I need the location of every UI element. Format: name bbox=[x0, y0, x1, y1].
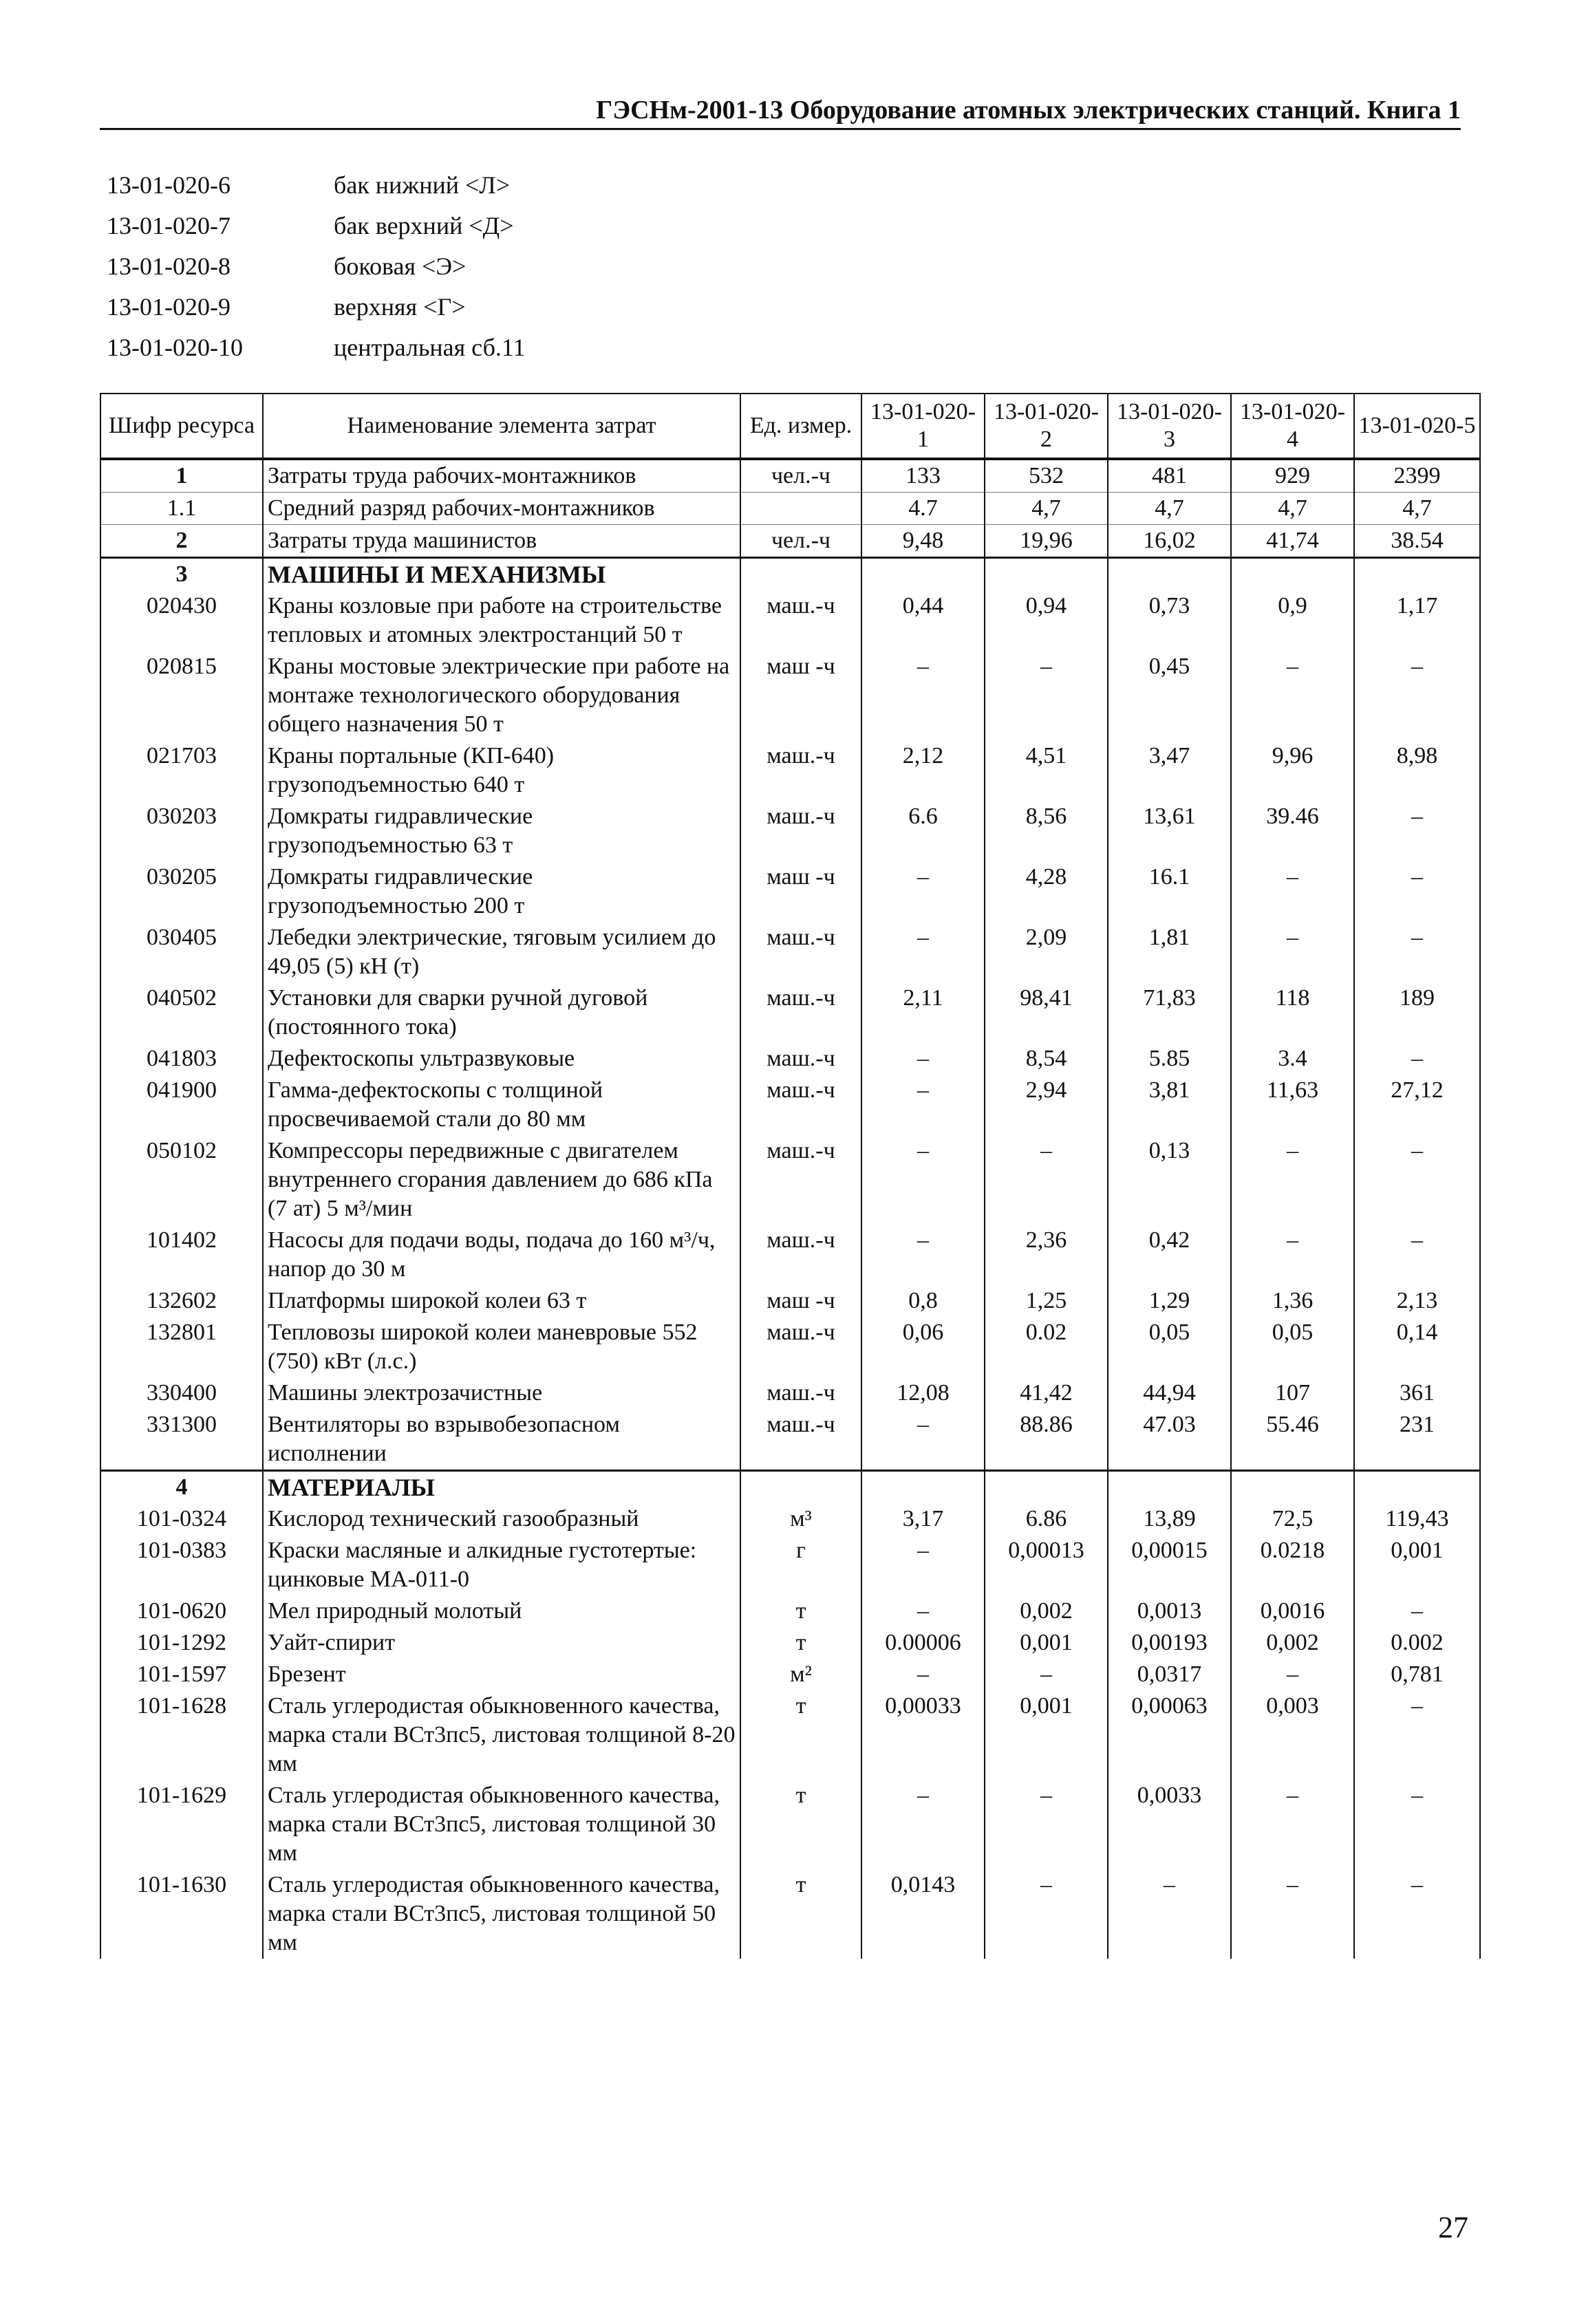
resource-code: 101-1628 bbox=[100, 1690, 263, 1780]
resource-name: Дефектоскопы ультразвуковые bbox=[263, 1043, 740, 1075]
resource-unit: маш.-ч bbox=[740, 922, 861, 982]
intro-item bbox=[107, 206, 526, 246]
intro-item bbox=[107, 327, 526, 368]
resource-unit: маш.-ч bbox=[740, 1225, 861, 1285]
table-row bbox=[100, 1317, 1480, 1377]
intro-text: бак нижний <Л> bbox=[334, 171, 511, 199]
resource-name: МАШИНЫ И МЕХАНИЗМЫ bbox=[263, 558, 740, 591]
resource-value: 0.02 bbox=[985, 1317, 1108, 1377]
resource-value: 133 bbox=[861, 459, 985, 493]
resource-value bbox=[861, 558, 985, 591]
resource-value: 3,81 bbox=[1108, 1075, 1231, 1135]
resource-value: 929 bbox=[1231, 459, 1354, 493]
resource-value: 13,89 bbox=[1108, 1503, 1231, 1535]
resource-code: 4 bbox=[100, 1471, 263, 1504]
table-row bbox=[100, 1535, 1480, 1595]
resource-unit: маш -ч bbox=[740, 651, 861, 740]
intro-text: бак верхний <Д> bbox=[334, 212, 514, 239]
resource-unit: маш.-ч bbox=[740, 1377, 861, 1409]
resource-name: Насосы для подачи воды, подача до 160 м³/ч, напор до 30 м bbox=[263, 1225, 740, 1285]
resource-unit: маш.-ч bbox=[740, 1135, 861, 1225]
resource-code: 101-0324 bbox=[100, 1503, 263, 1535]
resource-value: 0,001 bbox=[985, 1690, 1108, 1780]
resource-unit: т bbox=[740, 1627, 861, 1659]
intro-item bbox=[107, 165, 526, 206]
resource-value: – bbox=[861, 1595, 985, 1627]
resource-name: Затраты труда рабочих-монтажников bbox=[263, 459, 740, 493]
resource-value bbox=[1108, 558, 1231, 591]
resource-name: Краны козловые при работе на строительстве тепловых и атомных электростанций 50 т bbox=[263, 590, 740, 651]
resource-value: 72,5 bbox=[1231, 1503, 1354, 1535]
resource-name: Сталь углеродистая обыкновенного качества, марка стали ВСт3пс5, листовая толщиной 50 мм bbox=[263, 1869, 740, 1959]
resource-code: 101-1630 bbox=[100, 1869, 263, 1959]
resource-value: 0,781 bbox=[1354, 1659, 1480, 1690]
resource-value: 1,25 bbox=[985, 1285, 1108, 1317]
resource-value: – bbox=[1354, 922, 1480, 982]
resource-value: 0,44 bbox=[861, 590, 985, 651]
resource-name: Гамма-дефектоскопы с толщиной просвечиваемой стали до 80 мм bbox=[263, 1075, 740, 1135]
intro-code: 13-01-020-10 bbox=[107, 334, 243, 361]
resource-value: 2,11 bbox=[861, 982, 985, 1043]
resource-code: 101-1597 bbox=[100, 1659, 263, 1690]
resource-code: 030203 bbox=[100, 801, 263, 861]
resource-value: 3.4 bbox=[1231, 1043, 1354, 1075]
resource-unit: маш -ч bbox=[740, 1285, 861, 1317]
resource-value: 0,06 bbox=[861, 1317, 985, 1377]
resource-value: 13,61 bbox=[1108, 801, 1231, 861]
resource-value: 19,96 bbox=[985, 525, 1108, 558]
resource-value: – bbox=[1108, 1869, 1231, 1959]
intro-text: боковая <Э> bbox=[334, 252, 467, 280]
intro-code: 13-01-020-7 bbox=[107, 212, 231, 239]
resource-value: 2,09 bbox=[985, 922, 1108, 982]
resource-value bbox=[985, 1471, 1108, 1504]
resource-value: 0,8 bbox=[861, 1285, 985, 1317]
resource-value: – bbox=[1231, 1869, 1354, 1959]
resource-value: 12,08 bbox=[861, 1377, 985, 1409]
resource-value: – bbox=[861, 1075, 985, 1135]
header-col-2: 13-01-020-2 bbox=[985, 394, 1108, 459]
table-row bbox=[100, 590, 1480, 651]
header-col-1: 13-01-020-1 bbox=[861, 394, 985, 459]
table-row bbox=[100, 1075, 1480, 1135]
header-code: Шифр ресурса bbox=[100, 394, 263, 459]
resource-value: 11,63 bbox=[1231, 1075, 1354, 1135]
resource-name: Лебедки электрические, тяговым усилием до 49,05 (5) кН (т) bbox=[263, 922, 740, 982]
resource-value: 3,47 bbox=[1108, 740, 1231, 801]
resource-value: 4.7 bbox=[861, 493, 985, 525]
table-section-row bbox=[100, 558, 1480, 591]
resource-value: 88.86 bbox=[985, 1409, 1108, 1471]
resource-value: – bbox=[1231, 1225, 1354, 1285]
resource-value: – bbox=[861, 1659, 985, 1690]
resource-name: Домкраты гидравлические грузоподъемностью 200 т bbox=[263, 861, 740, 922]
resource-code: 020430 bbox=[100, 590, 263, 651]
resource-value: 1,17 bbox=[1354, 590, 1480, 651]
resource-value: 0,0033 bbox=[1108, 1780, 1231, 1869]
intro-text: центральная сб.11 bbox=[334, 334, 526, 361]
resource-value: – bbox=[1354, 1780, 1480, 1869]
resource-value: 4,51 bbox=[985, 740, 1108, 801]
resource-value: – bbox=[1354, 1690, 1480, 1780]
resource-value: 41,42 bbox=[985, 1377, 1108, 1409]
resource-value: – bbox=[985, 1780, 1108, 1869]
resource-value bbox=[985, 558, 1108, 591]
resource-code: 132602 bbox=[100, 1285, 263, 1317]
resource-value: – bbox=[1354, 1869, 1480, 1959]
resource-value: 0,0013 bbox=[1108, 1595, 1231, 1627]
resource-value: 0,05 bbox=[1231, 1317, 1354, 1377]
resource-value: – bbox=[1354, 801, 1480, 861]
resource-value: 16,02 bbox=[1108, 525, 1231, 558]
resource-code: 041900 bbox=[100, 1075, 263, 1135]
resource-value: 0,0016 bbox=[1231, 1595, 1354, 1627]
table-row bbox=[100, 1780, 1480, 1869]
resource-name: Брезент bbox=[263, 1659, 740, 1690]
resource-value: 189 bbox=[1354, 982, 1480, 1043]
resource-name: Сталь углеродистая обыкновенного качества, марка стали ВСт3пс5, листовая толщиной 8-20 мм bbox=[263, 1690, 740, 1780]
resource-unit: маш.-ч bbox=[740, 740, 861, 801]
resource-value: – bbox=[1354, 1135, 1480, 1225]
resource-value: – bbox=[1354, 1595, 1480, 1627]
resource-value: 16.1 bbox=[1108, 861, 1231, 922]
resource-name: Вентиляторы во взрывобезопасном исполнении bbox=[263, 1409, 740, 1471]
intro-list bbox=[107, 165, 526, 368]
resource-code: 331300 bbox=[100, 1409, 263, 1471]
resource-value: 231 bbox=[1354, 1409, 1480, 1471]
resource-value bbox=[861, 1471, 985, 1504]
header-name: Наименование элемента затрат bbox=[263, 394, 740, 459]
table-row bbox=[100, 1627, 1480, 1659]
resource-unit: маш.-ч bbox=[740, 1075, 861, 1135]
resource-unit: г bbox=[740, 1535, 861, 1595]
table-row bbox=[100, 1135, 1480, 1225]
resource-value: 0,00015 bbox=[1108, 1535, 1231, 1595]
resource-value: 71,83 bbox=[1108, 982, 1231, 1043]
resource-value: 2399 bbox=[1354, 459, 1480, 493]
resource-value bbox=[1354, 558, 1480, 591]
resource-value: 8,54 bbox=[985, 1043, 1108, 1075]
resource-value: – bbox=[1231, 1659, 1354, 1690]
resource-value: – bbox=[1231, 651, 1354, 740]
intro-text: верхняя <Г> bbox=[334, 293, 466, 321]
resource-value: – bbox=[861, 1535, 985, 1595]
resource-value: 0.002 bbox=[1354, 1627, 1480, 1659]
resource-name: Уайт-спирит bbox=[263, 1627, 740, 1659]
table-row bbox=[100, 1377, 1480, 1409]
resource-value: 0,05 bbox=[1108, 1317, 1231, 1377]
resource-value: 2,36 bbox=[985, 1225, 1108, 1285]
resource-unit: маш.-ч bbox=[740, 1043, 861, 1075]
resource-name: МАТЕРИАЛЫ bbox=[263, 1471, 740, 1504]
resource-value: – bbox=[861, 861, 985, 922]
resource-value: 41,74 bbox=[1231, 525, 1354, 558]
resource-code: 030205 bbox=[100, 861, 263, 922]
resource-value: 0,0143 bbox=[861, 1869, 985, 1959]
resource-unit bbox=[740, 493, 861, 525]
resource-value: 361 bbox=[1354, 1377, 1480, 1409]
table-body bbox=[100, 459, 1480, 1959]
resource-code: 101-1292 bbox=[100, 1627, 263, 1659]
resource-value: 0,00013 bbox=[985, 1535, 1108, 1595]
resource-value: 0,42 bbox=[1108, 1225, 1231, 1285]
resource-value: 0,00033 bbox=[861, 1690, 985, 1780]
table-row bbox=[100, 740, 1480, 801]
resource-code: 020815 bbox=[100, 651, 263, 740]
resource-value: – bbox=[985, 651, 1108, 740]
resource-name: Краски масляные и алкидные густотертые: цинковые МА-011-0 bbox=[263, 1535, 740, 1595]
resource-unit: маш.-ч bbox=[740, 1317, 861, 1377]
resource-name: Кислород технический газообразный bbox=[263, 1503, 740, 1535]
resource-code: 101402 bbox=[100, 1225, 263, 1285]
resource-value: – bbox=[861, 922, 985, 982]
resource-value: 1,36 bbox=[1231, 1285, 1354, 1317]
resource-code: 1 bbox=[100, 459, 263, 493]
resource-table bbox=[100, 393, 1481, 1959]
resource-value: 6.86 bbox=[985, 1503, 1108, 1535]
table-row bbox=[100, 1409, 1480, 1471]
resource-unit: маш.-ч bbox=[740, 982, 861, 1043]
resource-code: 101-1629 bbox=[100, 1780, 263, 1869]
resource-value: 4,7 bbox=[985, 493, 1108, 525]
table-row bbox=[100, 1869, 1480, 1959]
resource-code: 040502 bbox=[100, 982, 263, 1043]
resource-code: 101-0620 bbox=[100, 1595, 263, 1627]
resource-value: 1,81 bbox=[1108, 922, 1231, 982]
resource-value: 0,00193 bbox=[1108, 1627, 1231, 1659]
resource-value: – bbox=[861, 651, 985, 740]
resource-unit: чел.-ч bbox=[740, 525, 861, 558]
resource-unit: м² bbox=[740, 1659, 861, 1690]
resource-value: 9,96 bbox=[1231, 740, 1354, 801]
resource-value: 532 bbox=[985, 459, 1108, 493]
resource-name: Сталь углеродистая обыкновенного качества, марка стали ВСт3пс5, листовая толщиной 30 мм bbox=[263, 1780, 740, 1869]
resource-value: 27,12 bbox=[1354, 1075, 1480, 1135]
resource-value: 6.6 bbox=[861, 801, 985, 861]
resource-value: – bbox=[985, 1869, 1108, 1959]
resource-value: 0,003 bbox=[1231, 1690, 1354, 1780]
resource-value: – bbox=[1354, 1225, 1480, 1285]
resource-value: – bbox=[985, 1135, 1108, 1225]
resource-value: – bbox=[861, 1409, 985, 1471]
table-row bbox=[100, 861, 1480, 922]
resource-value: 2,12 bbox=[861, 740, 985, 801]
resource-code: 330400 bbox=[100, 1377, 263, 1409]
resource-value: 0,45 bbox=[1108, 651, 1231, 740]
resource-value: – bbox=[861, 1225, 985, 1285]
resource-name: Машины электрозачистные bbox=[263, 1377, 740, 1409]
resource-unit bbox=[740, 558, 861, 591]
resource-unit: маш.-ч bbox=[740, 801, 861, 861]
resource-code: 050102 bbox=[100, 1135, 263, 1225]
resource-name: Средний разряд рабочих-монтажников bbox=[263, 493, 740, 525]
resource-value: – bbox=[861, 1780, 985, 1869]
resource-value: 1,29 bbox=[1108, 1285, 1231, 1317]
table-row bbox=[100, 1659, 1480, 1690]
table-row bbox=[100, 651, 1480, 740]
intro-code: 13-01-020-6 bbox=[107, 171, 231, 199]
resource-name: Мел природный молотый bbox=[263, 1595, 740, 1627]
resource-value: 0.0218 bbox=[1231, 1535, 1354, 1595]
resource-value: 9,48 bbox=[861, 525, 985, 558]
header-col-4: 13-01-020-4 bbox=[1231, 394, 1354, 459]
intro-code: 13-01-020-8 bbox=[107, 252, 231, 280]
resource-value: 5.85 bbox=[1108, 1043, 1231, 1075]
resource-value: – bbox=[1354, 861, 1480, 922]
resource-code: 041803 bbox=[100, 1043, 263, 1075]
resource-value: 4,7 bbox=[1354, 493, 1480, 525]
resource-code: 030405 bbox=[100, 922, 263, 982]
resource-value: 0,13 bbox=[1108, 1135, 1231, 1225]
table-header-row bbox=[100, 394, 1480, 459]
resource-code: 2 bbox=[100, 525, 263, 558]
table-row bbox=[100, 982, 1480, 1043]
resource-code: 021703 bbox=[100, 740, 263, 801]
resource-value: 0,94 bbox=[985, 590, 1108, 651]
resource-value: 0,9 bbox=[1231, 590, 1354, 651]
resource-code: 101-0383 bbox=[100, 1535, 263, 1595]
table-row bbox=[100, 493, 1480, 525]
resource-unit: т bbox=[740, 1780, 861, 1869]
resource-value: 119,43 bbox=[1354, 1503, 1480, 1535]
resource-value bbox=[1354, 1471, 1480, 1504]
table-row bbox=[100, 1503, 1480, 1535]
table-row bbox=[100, 1225, 1480, 1285]
intro-item bbox=[107, 287, 526, 327]
resource-value: – bbox=[1354, 651, 1480, 740]
resource-value: 0,14 bbox=[1354, 1317, 1480, 1377]
table-row bbox=[100, 1285, 1480, 1317]
resource-value: – bbox=[1231, 922, 1354, 982]
resource-value: 44,94 bbox=[1108, 1377, 1231, 1409]
resource-value bbox=[1108, 1471, 1231, 1504]
resource-value: 4,7 bbox=[1231, 493, 1354, 525]
table-row bbox=[100, 1595, 1480, 1627]
resource-name: Затраты труда машинистов bbox=[263, 525, 740, 558]
intro-item bbox=[107, 246, 526, 287]
resource-value: 2,13 bbox=[1354, 1285, 1480, 1317]
intro-code: 13-01-020-9 bbox=[107, 293, 231, 321]
table-row bbox=[100, 801, 1480, 861]
resource-value: 3,17 bbox=[861, 1503, 985, 1535]
resource-value bbox=[1231, 558, 1354, 591]
resource-value: 2,94 bbox=[985, 1075, 1108, 1135]
resource-value: 4,7 bbox=[1108, 493, 1231, 525]
table-row bbox=[100, 922, 1480, 982]
resource-unit: т bbox=[740, 1690, 861, 1780]
resource-value: 0,001 bbox=[985, 1627, 1108, 1659]
resource-name: Установки для сварки ручной дуговой (постоянного тока) bbox=[263, 982, 740, 1043]
resource-value: 39.46 bbox=[1231, 801, 1354, 861]
resource-code: 132801 bbox=[100, 1317, 263, 1377]
resource-name: Платформы широкой колеи 63 т bbox=[263, 1285, 740, 1317]
header-col-5: 13-01-020-5 bbox=[1354, 394, 1480, 459]
resource-value: – bbox=[1231, 1780, 1354, 1869]
page-number: 27 bbox=[1438, 2210, 1468, 2244]
resource-code: 3 bbox=[100, 558, 263, 591]
resource-value: 0,002 bbox=[1231, 1627, 1354, 1659]
table-row bbox=[100, 1690, 1480, 1780]
resource-unit: чел.-ч bbox=[740, 459, 861, 493]
resource-value: – bbox=[861, 1043, 985, 1075]
resource-value: 98,41 bbox=[985, 982, 1108, 1043]
resource-name: Краны портальные (КП-640) грузоподъемностью 640 т bbox=[263, 740, 740, 801]
resource-value: 107 bbox=[1231, 1377, 1354, 1409]
table-row bbox=[100, 525, 1480, 558]
resource-value: 4,28 bbox=[985, 861, 1108, 922]
resource-name: Краны мостовые электрические при работе на монтаже технологического оборудования общего назначения 50 т bbox=[263, 651, 740, 740]
resource-value: 8,56 bbox=[985, 801, 1108, 861]
resource-name: Тепловозы широкой колеи маневровые 552 (750) кВт (л.с.) bbox=[263, 1317, 740, 1377]
resource-value: 0.00006 bbox=[861, 1627, 985, 1659]
resource-value: 0,002 bbox=[985, 1595, 1108, 1627]
resource-code: 1.1 bbox=[100, 493, 263, 525]
resource-value: 47.03 bbox=[1108, 1409, 1231, 1471]
resource-value bbox=[1231, 1471, 1354, 1504]
resource-value: – bbox=[1354, 1043, 1480, 1075]
resource-value: 481 bbox=[1108, 459, 1231, 493]
resource-unit: маш.-ч bbox=[740, 590, 861, 651]
resource-unit: маш.-ч bbox=[740, 1409, 861, 1471]
resource-unit: маш -ч bbox=[740, 861, 861, 922]
table-row bbox=[100, 459, 1480, 493]
page-header: ГЭСНм-2001-13 Оборудование атомных электрических станций. Книга 1 bbox=[100, 95, 1461, 130]
resource-name: Компрессоры передвижные с двигателем внутреннего сгорания давлением до 686 кПа (7 ат) 5 м³/мин bbox=[263, 1135, 740, 1225]
header-unit: Ед. измер. bbox=[740, 394, 861, 459]
resource-value: 38.54 bbox=[1354, 525, 1480, 558]
resource-value: 0,00063 bbox=[1108, 1690, 1231, 1780]
resource-value: 55.46 bbox=[1231, 1409, 1354, 1471]
resource-value: 0,0317 bbox=[1108, 1659, 1231, 1690]
resource-value: – bbox=[1231, 1135, 1354, 1225]
resource-value: – bbox=[861, 1135, 985, 1225]
table-row bbox=[100, 1043, 1480, 1075]
resource-value: 8,98 bbox=[1354, 740, 1480, 801]
resource-unit: т bbox=[740, 1595, 861, 1627]
resource-unit: м³ bbox=[740, 1503, 861, 1535]
resource-value: – bbox=[985, 1659, 1108, 1690]
resource-unit bbox=[740, 1471, 861, 1504]
header-col-3: 13-01-020-3 bbox=[1108, 394, 1231, 459]
resource-value: 0,001 bbox=[1354, 1535, 1480, 1595]
resource-value: – bbox=[1231, 861, 1354, 922]
table-section-row bbox=[100, 1471, 1480, 1504]
resource-name: Домкраты гидравлические грузоподъемностью 63 т bbox=[263, 801, 740, 861]
resource-value: 0,73 bbox=[1108, 590, 1231, 651]
resource-value: 118 bbox=[1231, 982, 1354, 1043]
resource-unit: т bbox=[740, 1869, 861, 1959]
